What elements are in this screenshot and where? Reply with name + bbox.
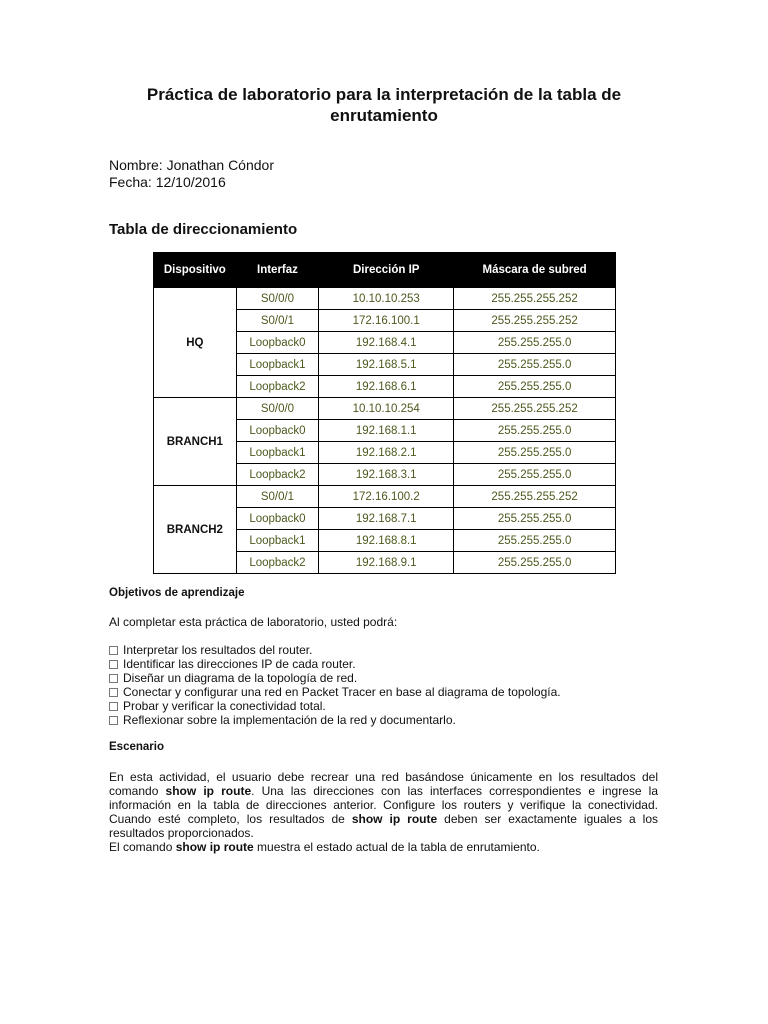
interface-cell: Loopback0 [236,332,319,354]
command-text: show ip route [351,812,438,826]
ip-address-cell: 192.168.4.1 [319,332,454,354]
date-line: Fecha: 12/10/2016 [109,174,226,190]
interface-cell: Loopback1 [236,442,319,464]
checkbox-bullet-icon [109,702,118,711]
objective-item [109,713,561,727]
command-text: show ip route [165,784,252,798]
interface-cell: Loopback0 [236,508,319,530]
scenario-text-segment: El comando [109,840,176,854]
objective-item [109,699,561,713]
checkbox-bullet-icon [109,716,118,725]
name-line: Nombre: Jonathan Cóndor [109,157,274,173]
ip-address-cell: 172.16.100.1 [319,310,454,332]
interface-cell: Loopback1 [236,530,319,552]
interface-cell: Loopback2 [236,552,319,574]
objective-text: Diseñar un diagrama de la topología de red. [123,671,358,685]
document-title: Práctica de laboratorio para la interpretación de la tabla de enrutamiento [146,85,622,125]
table-header-row [154,253,616,288]
objective-item [109,671,561,685]
interface-cell: S0/0/0 [236,398,319,420]
subnet-mask-cell: 255.255.255.252 [454,398,616,420]
checkbox-bullet-icon [109,688,118,697]
ip-address-cell: 192.168.3.1 [319,464,454,486]
table-row [154,398,616,420]
ip-address-cell: 192.168.7.1 [319,508,454,530]
interface-cell: Loopback0 [236,420,319,442]
header-ip-address: Dirección IP [319,253,454,288]
device-cell: BRANCH1 [154,398,237,486]
scenario-text-segment: . Una las direcciones con las interfaces correspondientes e ingrese la información en la tabla de direcciones anterior. Configure los routers y verifique la conectividad. Cuando esté completo, los resultados de [109,784,659,826]
ip-address-cell: 192.168.2.1 [319,442,454,464]
checkbox-bullet-icon [109,660,118,669]
ip-address-cell: 192.168.6.1 [319,376,454,398]
author-info [109,157,274,191]
subnet-mask-cell: 255.255.255.0 [454,376,616,398]
objectives-heading: Objetivos de aprendizaje [109,587,245,599]
interface-cell: S0/0/1 [236,310,319,332]
table-row [154,486,616,508]
checkbox-bullet-icon [109,674,118,683]
table-body [154,288,616,574]
scenario-last-line [109,840,658,854]
subnet-mask-cell: 255.255.255.0 [454,552,616,574]
interface-cell: Loopback2 [236,464,319,486]
objective-item [109,643,561,657]
objective-text: Reflexionar sobre la implementación de la red y documentarlo. [123,713,456,727]
ip-address-cell: 172.16.100.2 [319,486,454,508]
header-subnet-mask: Máscara de subred [454,253,616,288]
checkbox-bullet-icon [109,646,118,655]
scenario-text-segment: En esta actividad, el usuario debe recrear una red basándose únicamente en los resultados del comando [109,770,658,798]
ip-address-cell: 192.168.9.1 [319,552,454,574]
device-cell: BRANCH2 [154,486,237,574]
objectives-list [109,643,561,727]
ip-address-cell: 192.168.5.1 [319,354,454,376]
ip-address-cell: 10.10.10.253 [319,288,454,310]
scenario-heading: Escenario [109,741,164,753]
table-row [154,288,616,310]
subnet-mask-cell: 255.255.255.0 [454,420,616,442]
subnet-mask-cell: 255.255.255.0 [454,530,616,552]
header-device: Dispositivo [154,253,237,288]
objective-text: Conectar y configurar una red en Packet Tracer en base al diagrama de topología. [123,685,561,699]
subnet-mask-cell: 255.255.255.252 [454,288,616,310]
table-heading: Tabla de direccionamiento [109,221,298,238]
interface-cell: Loopback1 [236,354,319,376]
addressing-table [153,252,616,574]
objective-item [109,657,561,671]
ip-address-cell: 10.10.10.254 [319,398,454,420]
scenario-text [109,770,658,854]
device-cell: HQ [154,288,237,398]
scenario-text-segment: muestra el estado actual de la tabla de enrutamiento. [253,840,540,854]
subnet-mask-cell: 255.255.255.0 [454,508,616,530]
objective-text: Identificar las direcciones IP de cada router. [123,657,356,671]
subnet-mask-cell: 255.255.255.252 [454,310,616,332]
subnet-mask-cell: 255.255.255.252 [454,486,616,508]
subnet-mask-cell: 255.255.255.0 [454,442,616,464]
interface-cell: S0/0/1 [236,486,319,508]
subnet-mask-cell: 255.255.255.0 [454,332,616,354]
scenario-paragraph [109,770,658,840]
ip-address-cell: 192.168.1.1 [319,420,454,442]
subnet-mask-cell: 255.255.255.0 [454,464,616,486]
header-interface: Interfaz [236,253,319,288]
objectives-intro: Al completar esta práctica de laboratorio, usted podrá: [109,615,398,629]
interface-cell: Loopback2 [236,376,319,398]
scenario-text-segment: deben ser exactamente iguales a los resultados proporcionados. [109,812,658,840]
objective-text: Interpretar los resultados del router. [123,643,313,657]
interface-cell: S0/0/0 [236,288,319,310]
objective-item [109,685,561,699]
subnet-mask-cell: 255.255.255.0 [454,354,616,376]
objective-text: Probar y verificar la conectividad total. [123,699,326,713]
ip-address-cell: 192.168.8.1 [319,530,454,552]
command-text: show ip route [175,840,254,854]
